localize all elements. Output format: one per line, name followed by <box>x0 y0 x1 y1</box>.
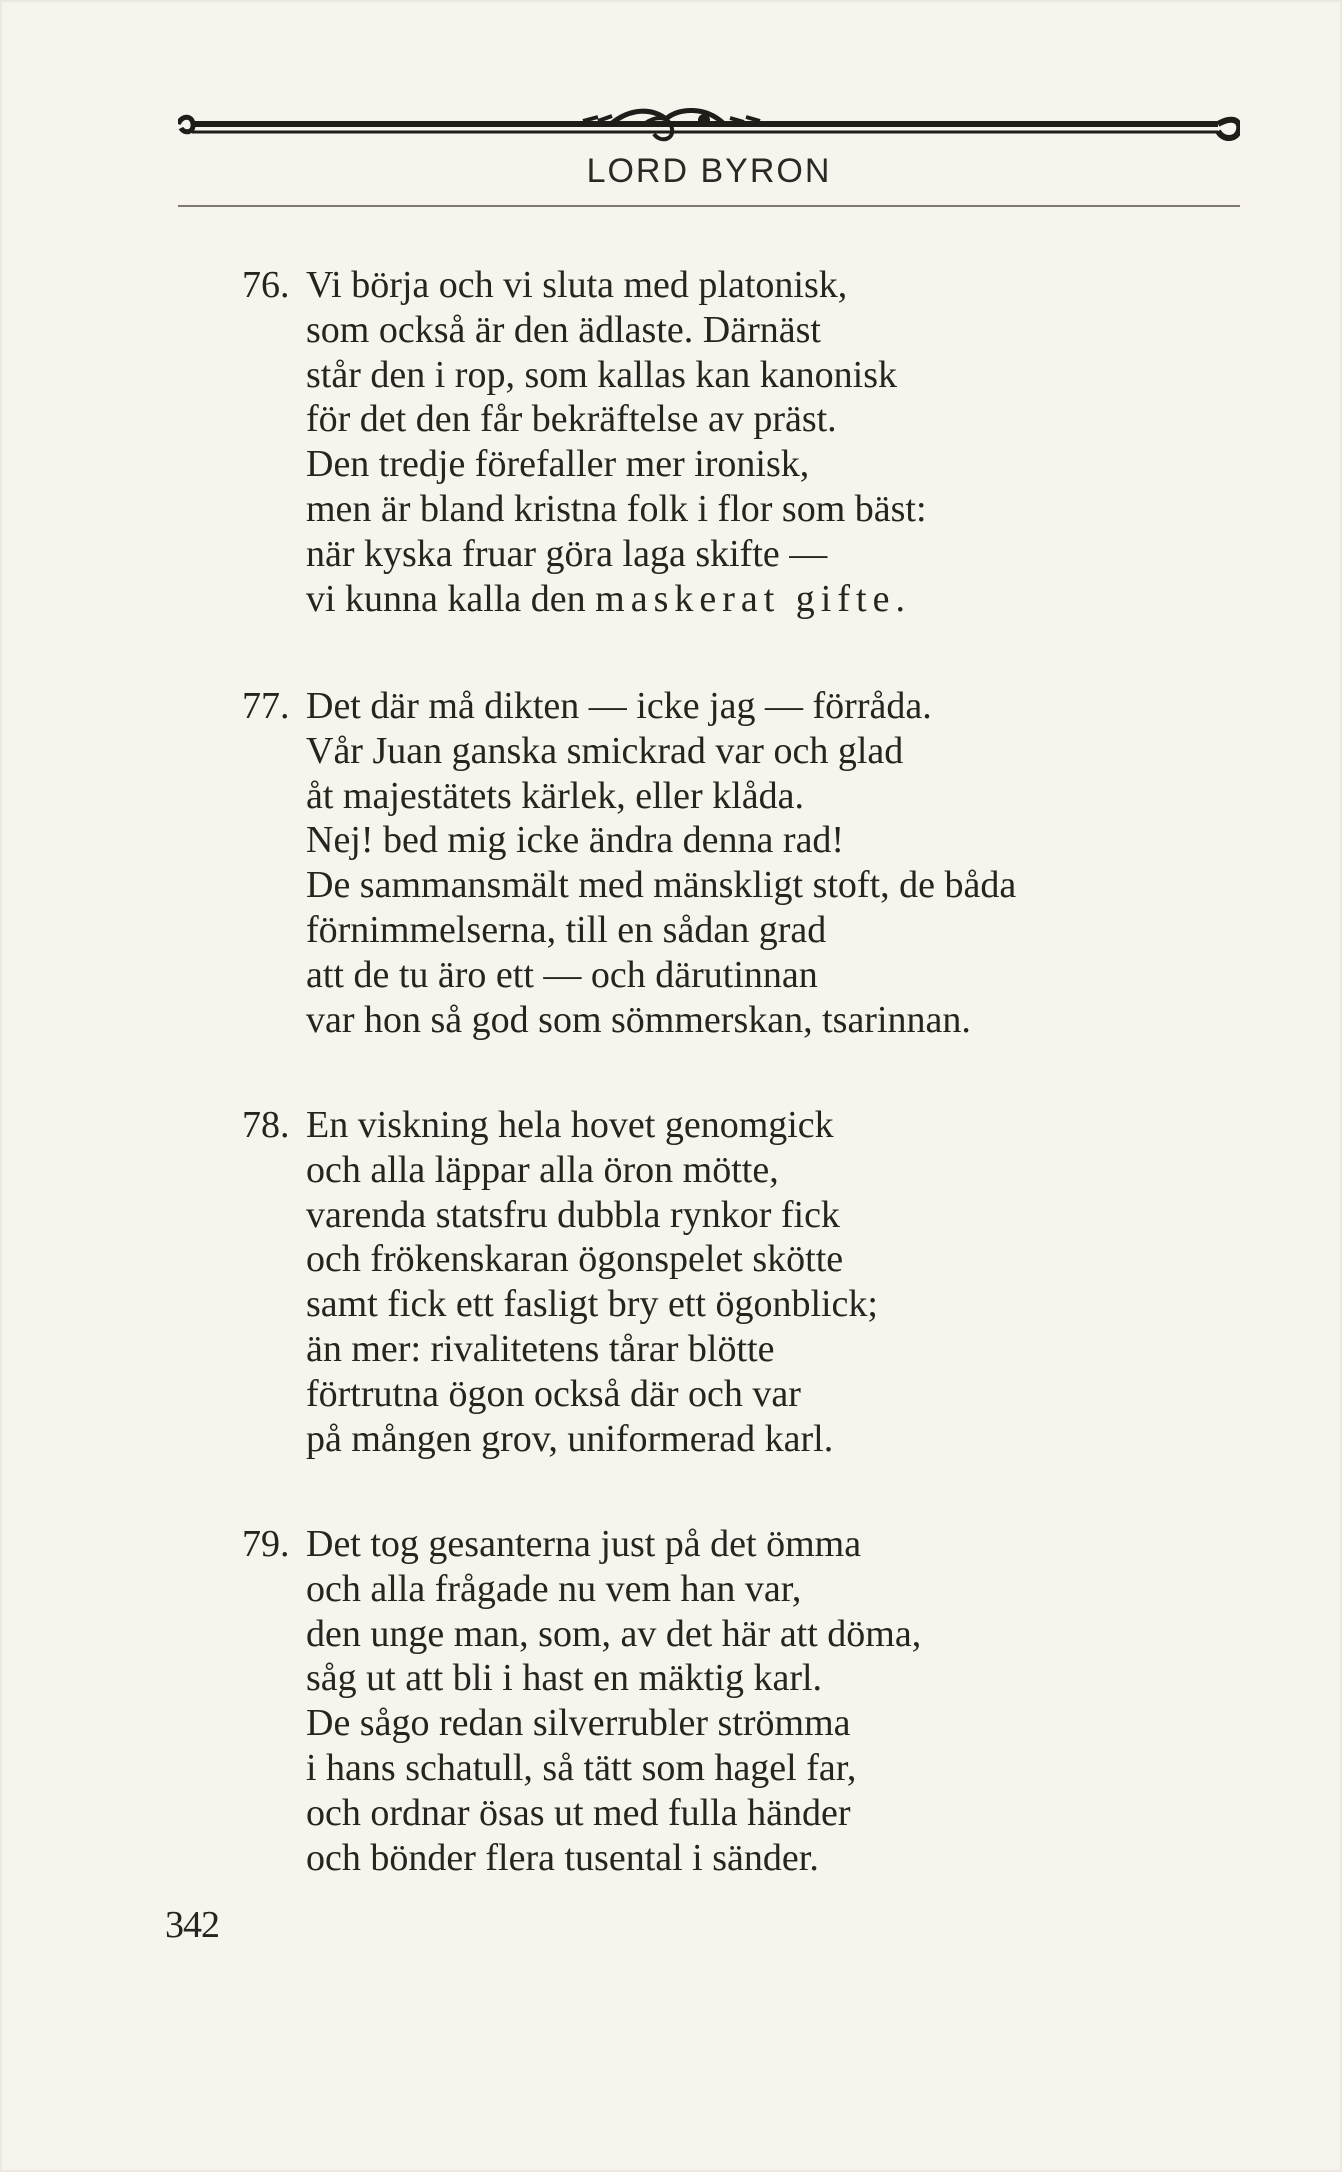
verse-line: för det den får bekräftelse av präst. <box>306 398 837 441</box>
verse-line: förnimmelserna, till en sådan grad <box>306 908 827 951</box>
verse-line: att de tu äro ett — och därutinnan <box>306 953 818 996</box>
header-ornament-icon <box>178 100 1240 160</box>
stanza-lines <box>306 684 1222 1042</box>
stanza-number: 76. <box>242 264 290 306</box>
verse-line: såg ut att bli i hast en mäktig karl. <box>306 1657 823 1700</box>
verse-line: Vi börja och vi sluta med platonisk, <box>306 264 848 306</box>
running-head-author: LORD BYRON <box>586 152 832 190</box>
verse-line: Den tredje förefaller mer ironisk, <box>306 443 810 486</box>
verse-line: och bönder flera tusental i sänder. <box>306 1836 819 1879</box>
verse-line: Nej! bed mig icke ändra denna rad! <box>306 819 845 862</box>
stanza-76 <box>242 263 1222 621</box>
stanza-78 <box>242 1103 1222 1461</box>
stanza-77 <box>242 684 1222 1042</box>
verse-line: och alla frågade nu vem han var, <box>306 1567 802 1610</box>
verse-line: Det tog gesanterna just på det ömma <box>306 1523 862 1565</box>
stanza-lines <box>306 263 1222 621</box>
verse-line: när kyska fruar göra laga skifte — <box>306 532 828 575</box>
verse-line: på mången grov, uniformerad karl. <box>306 1417 834 1460</box>
verse-line: och alla läppar alla öron mötte, <box>306 1148 779 1191</box>
stanza-number: 79. <box>242 1523 290 1565</box>
verse-line: står den i rop, som kallas kan kanonisk <box>306 353 898 396</box>
verse-line: och frökenskaran ögonspelet skötte <box>306 1238 844 1281</box>
verse-line-punctuation: . <box>895 577 905 620</box>
header-rule <box>178 205 1240 207</box>
stanza-number: 77. <box>242 685 290 727</box>
verse-line: och ordnar ösas ut med fulla händer <box>306 1791 851 1834</box>
verse-line: den unge man, som, av det här att döma, <box>306 1612 922 1655</box>
verse-line: åt majestätets kärlek, eller klåda. <box>306 774 804 817</box>
verse-line: i hans schatull, så tätt som hagel far, <box>306 1746 857 1789</box>
verse-line <box>306 577 1222 622</box>
verse-line: än mer: rivalitetens tårar blötte <box>306 1327 775 1370</box>
verse-line-text: vi kunna kalla den <box>306 577 596 620</box>
verse-line: samt fick ett fasligt bry ett ögonblick; <box>306 1283 878 1326</box>
stanza-79 <box>242 1522 1222 1880</box>
stanza-lines <box>306 1103 1222 1461</box>
verse-line: men är bland kristna folk i flor som bäst: <box>306 487 927 530</box>
stanza-number: 78. <box>242 1104 290 1146</box>
verse-line: De sammansmält med mänskligt stoft, de båda <box>306 864 1017 907</box>
verse-line: De sågo redan silverrubler strömma <box>306 1702 851 1745</box>
verse-line: Vår Juan ganska smickrad var och glad <box>306 729 904 772</box>
stanza-lines <box>306 1522 1222 1880</box>
verse-line: som också är den ädlaste. Därnäst <box>306 308 821 351</box>
verse-line: varenda statsfru dubbla rynkor fick <box>306 1193 840 1236</box>
verse-line: förtrutna ögon också där och var <box>306 1372 801 1415</box>
spaced-emphasis-text: maskerat gifte <box>595 577 896 620</box>
page-number: 342 <box>165 1904 219 1946</box>
verse-line: var hon så god som sömmerskan, tsarinnan. <box>306 998 971 1041</box>
verse-line: En viskning hela hovet genomgick <box>306 1104 834 1146</box>
verse-line: Det där må dikten — icke jag — förråda. <box>306 685 932 727</box>
